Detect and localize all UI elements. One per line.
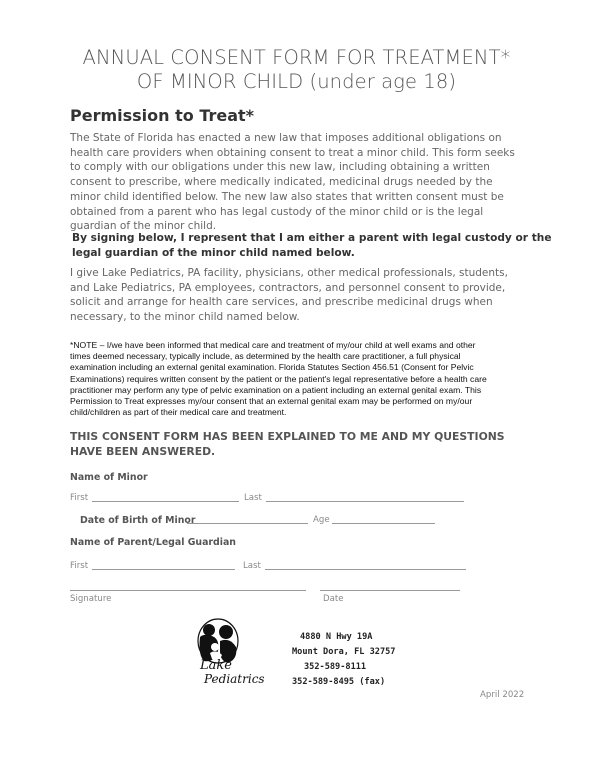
minor-first-field[interactable]: [92, 501, 239, 502]
date-field[interactable]: [320, 590, 460, 591]
dob-field[interactable]: [187, 523, 308, 524]
guardian-first-field[interactable]: [92, 569, 235, 570]
address-fax: 352-589-8495 (fax): [292, 677, 386, 687]
note-line: examination including an external genital examination. Florida Statutes Section 456.51 (Consent for Pelvic: [70, 362, 474, 373]
intro-line: guardian of the minor child.: [70, 220, 217, 233]
form-title-line1: ANNUAL CONSENT FORM FOR TREATMENT*: [82, 46, 511, 69]
intro-line: consent to prescribe, where medically indicated, medicinal drugs needed by the: [70, 176, 493, 189]
address-phone: 352-589-8111: [304, 662, 367, 672]
revision-date: April 2022: [480, 690, 525, 700]
intro-line: obtained from a parent who has legal custody of the minor child or is the legal: [70, 205, 484, 218]
date-label: Date: [323, 594, 344, 604]
consent-line: I give Lake Pediatrics, PA facility, physicians, other medical professionals, students,: [70, 267, 508, 279]
guardian-first-label: First: [70, 561, 89, 571]
signature-label: Signature: [70, 594, 112, 604]
consent-statement-line: HAVE BEEN ANSWERED.: [70, 444, 216, 458]
consent-line: necessary, to the minor child named below.: [70, 311, 300, 324]
note-line: *NOTE – I/we have been informed that medical care and treatment of my/our child at well exams and other: [70, 340, 476, 350]
note-line: Permission to Treat expresses my/our consent that an external genital exam may be performed on my/our: [70, 396, 473, 407]
consent-statement: [70, 430, 505, 459]
logo-text-pediatrics: Pediatrics: [204, 672, 265, 686]
logo-text-lake: Lake: [200, 658, 232, 673]
intro-line: to comply with our obligations under this new law, including obtaining a written: [70, 161, 490, 174]
representation-line: legal guardian of the minor child named below.: [72, 246, 355, 259]
note-line: child/children as part of their medical care and treatment.: [70, 407, 287, 418]
consent-statement-line: THIS CONSENT FORM HAS BEEN EXPLAINED TO ME AND MY QUESTIONS: [70, 430, 505, 443]
age-label: Age: [313, 515, 330, 525]
note-line: times deemed necessary, typically include, as determined by the health care practitioner, a full physical: [70, 351, 461, 362]
dob-label: Date of Birth of Minor: [80, 515, 196, 526]
minor-last-field[interactable]: [266, 501, 464, 502]
intro-paragraph: [70, 131, 515, 234]
guardian-name-heading: Name of Parent/Legal Guardian: [70, 537, 236, 548]
permission-heading: Permission to Treat*: [70, 106, 255, 125]
minor-first-label: First: [70, 493, 89, 503]
address-street: 4880 N Hwy 19A: [300, 632, 373, 642]
lake-pediatrics-logo: [190, 617, 270, 691]
guardian-last-label: Last: [243, 561, 261, 571]
pelvic-exam-note: [70, 340, 487, 418]
consent-line: and Lake Pediatrics, PA employees, contractors, and personnel consent to provide,: [70, 281, 506, 294]
note-line: Examinations) requires written consent by the patient or the patient's legal representative before a health care: [70, 373, 487, 384]
consent-line: solicit and arrange for health care services, and prescribe medicinal drugs when: [70, 296, 493, 309]
intro-line: health care providers when obtaining consent to treat a minor child. This form seeks: [70, 146, 515, 159]
note-line: practitioner may perform any type of pelvic examination on a patient including an external genital exam. This: [70, 384, 482, 395]
address-city: Mount Dora, FL 32757: [292, 647, 396, 657]
clinic-address: [292, 630, 395, 690]
age-field[interactable]: [332, 523, 435, 524]
guardian-last-field[interactable]: [265, 569, 466, 570]
form-title: [0, 46, 593, 94]
minor-last-label: Last: [244, 493, 262, 503]
intro-line: The State of Florida has enacted a new law that imposes additional obligations on: [70, 132, 502, 144]
minor-name-heading: Name of Minor: [70, 472, 148, 483]
representation-line: By signing below, I represent that I am either a parent with legal custody or the: [72, 232, 552, 244]
consent-paragraph: [70, 266, 508, 325]
representation-statement: [72, 231, 552, 260]
intro-line: minor child identified below. The new law also states that written consent must be: [70, 190, 504, 203]
form-title-line2: OF MINOR CHILD (under age 18): [136, 70, 457, 93]
signature-field[interactable]: [70, 590, 306, 591]
